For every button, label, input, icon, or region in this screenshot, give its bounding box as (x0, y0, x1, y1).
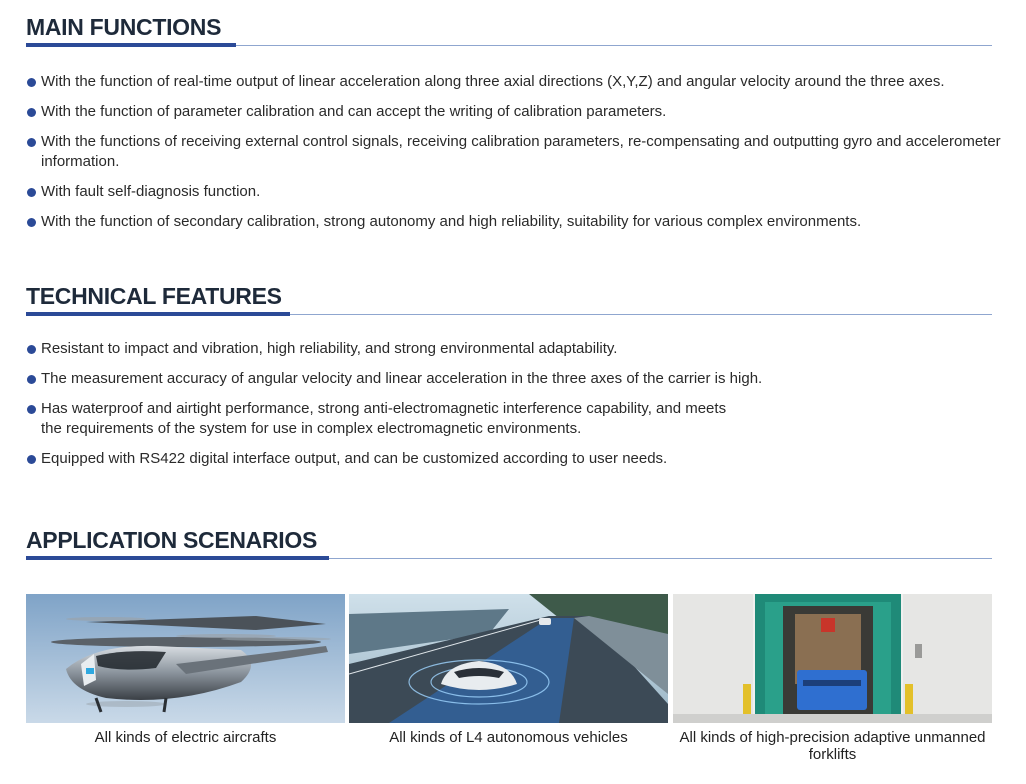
technical-feature-item-3: Has waterproof and airtight performance, strong anti-electromagnetic interference capability, and meets the requirements of the system for use in complex electromagnetic environments. (26, 399, 731, 439)
technical-features-section (26, 282, 992, 469)
application-caption-2: All kinds of L4 autonomous vehicles (389, 729, 628, 746)
main-functions-section (26, 13, 1001, 232)
main-function-item-5: With the function of secondary calibration, strong autonomy and high reliability, suitability for various complex environments. (26, 212, 1008, 232)
technical-feature-item-1: Resistant to impact and vibration, high reliability, and strong environmental adaptability. (26, 339, 992, 359)
application-scenarios-section (26, 526, 992, 560)
technical-feature-item-2: The measurement accuracy of angular velocity and linear acceleration in the three axes of the carrier is high. (26, 369, 992, 389)
application-caption-1: All kinds of electric aircrafts (94, 729, 277, 746)
main-function-item-4: With fault self-diagnosis function. (26, 182, 992, 202)
technical-features-rule (26, 312, 992, 316)
technical-features-list (26, 339, 992, 469)
application-caption-3: All kinds of high-precision adaptive unmanned forklifts (679, 729, 986, 763)
application-scenarios-rule (26, 556, 992, 560)
technical-feature-item-4: Equipped with RS422 digital interface output, and can be customized according to user needs. (26, 449, 992, 469)
main-functions-rule (26, 43, 992, 47)
unmanned-forklift-elevator-photo (673, 594, 992, 723)
technical-features-title: TECHNICAL FEATURES (26, 283, 282, 309)
application-scenarios-title: APPLICATION SCENARIOS (26, 527, 318, 553)
main-function-item-2: With the function of parameter calibration and can accept the writing of calibration parameters. (26, 102, 992, 122)
main-function-item-1: With the function of real-time output of linear acceleration along three axial directions (X,Y,Z) and angular velocity around the three axes. (26, 72, 996, 92)
evtol-aircraft-photo (26, 594, 345, 723)
autonomous-car-highway-photo (349, 594, 668, 723)
main-function-item-3: With the functions of receiving external control signals, receiving calibration parameters, re-compensating and outputting gyro and accelerometer information. (26, 132, 1008, 172)
main-functions-title: MAIN FUNCTIONS (26, 14, 222, 40)
main-functions-list (26, 72, 1001, 232)
